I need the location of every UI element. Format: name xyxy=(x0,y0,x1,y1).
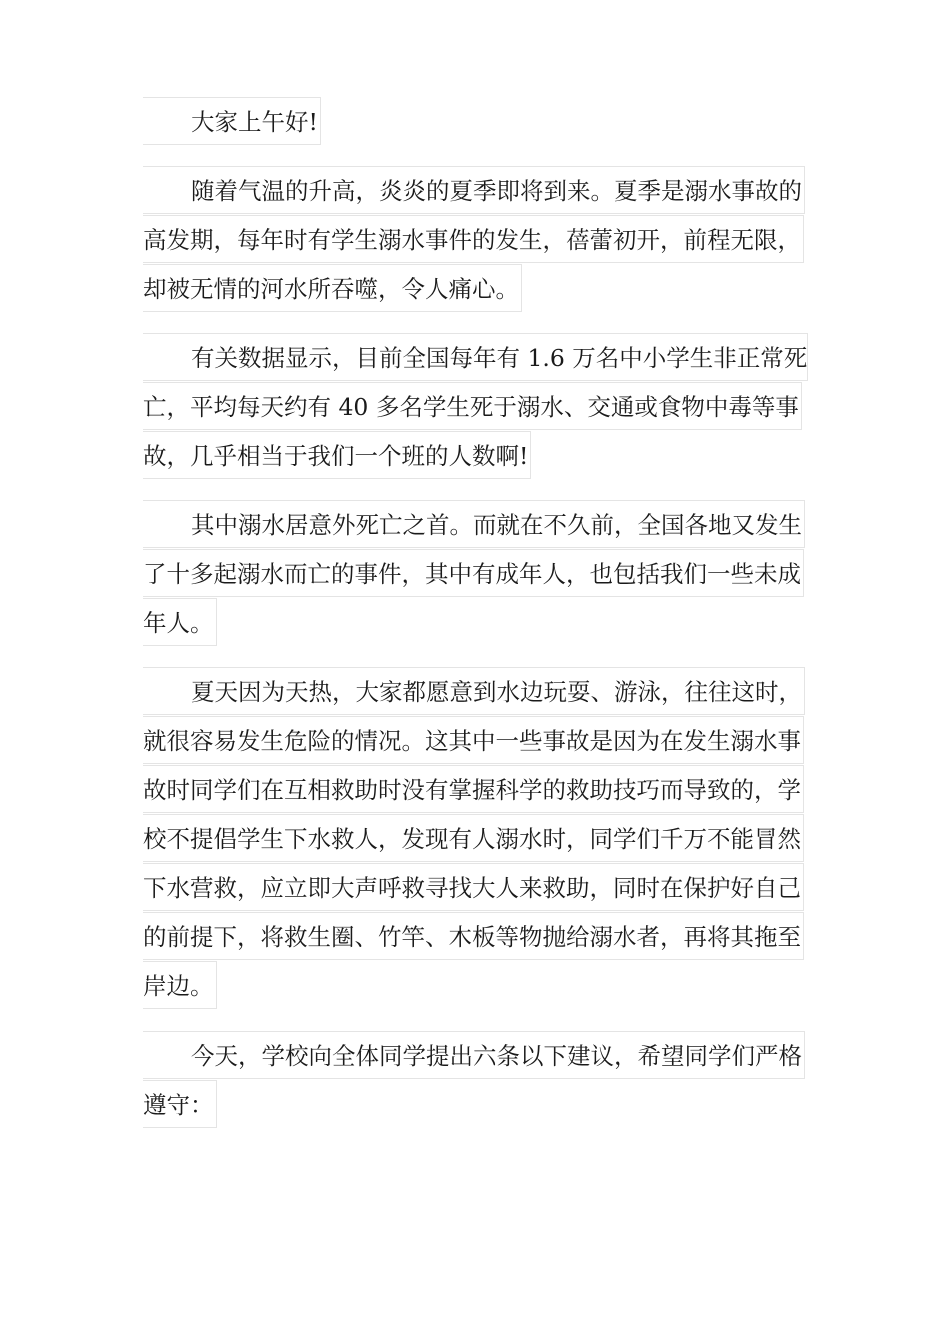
text-line: 今天，学校向全体同学提出六条以下建议，希望同学们严格 xyxy=(143,1031,805,1079)
text-line: 年人。 xyxy=(143,598,217,646)
text-line: 亡，平均每天约有 40 多名学生死于溺水、交通或食物中毒等事 xyxy=(143,382,802,430)
text-line: 有关数据显示，目前全国每年有 1.6 万名中小学生非正常死 xyxy=(143,333,808,381)
text-line: 随着气温的升高，炎炎的夏季即将到来。夏季是溺水事故的 xyxy=(143,166,805,214)
text-line: 的前提下，将救生圈、竹竿、木板等物抛给溺水者，再将其拖至 xyxy=(143,912,804,960)
text-line: 却被无情的河水所吞噬，令人痛心。 xyxy=(143,264,522,312)
text-line: 大家上午好! xyxy=(143,97,321,145)
text-line: 下水营救，应立即大声呼救寻找大人来救助，同时在保护好自己 xyxy=(143,863,804,911)
paragraph-suggestions-intro xyxy=(143,1031,808,1129)
text-line: 校不提倡学生下水救人，发现有人溺水时，同学们千万不能冒然 xyxy=(143,814,804,862)
paragraph-summer-drowning xyxy=(143,166,808,313)
text-line: 遵守： xyxy=(143,1080,217,1128)
paragraph-rescue-advice xyxy=(143,667,808,1010)
paragraph-greeting xyxy=(143,97,808,146)
text-line: 岸边。 xyxy=(143,961,217,1009)
text-line: 故，几乎相当于我们一个班的人数啊! xyxy=(143,431,531,479)
text-line: 了十多起溺水而亡的事件，其中有成年人，也包括我们一些未成 xyxy=(143,549,804,597)
paragraph-statistics xyxy=(143,333,808,480)
text-line: 故时同学们在互相救助时没有掌握科学的救助技巧而导致的，学 xyxy=(143,765,804,813)
text-line: 夏天因为天热，大家都愿意到水边玩耍、游泳，往往这时， xyxy=(143,667,805,715)
text-line: 其中溺水居意外死亡之首。而就在不久前，全国各地又发生 xyxy=(143,500,805,548)
text-line: 高发期，每年时有学生溺水事件的发生，蓓蕾初开，前程无限， xyxy=(143,215,804,263)
text-line: 就很容易发生危险的情况。这其中一些事故是因为在发生溺水事 xyxy=(143,716,804,764)
paragraph-recent-incidents xyxy=(143,500,808,647)
